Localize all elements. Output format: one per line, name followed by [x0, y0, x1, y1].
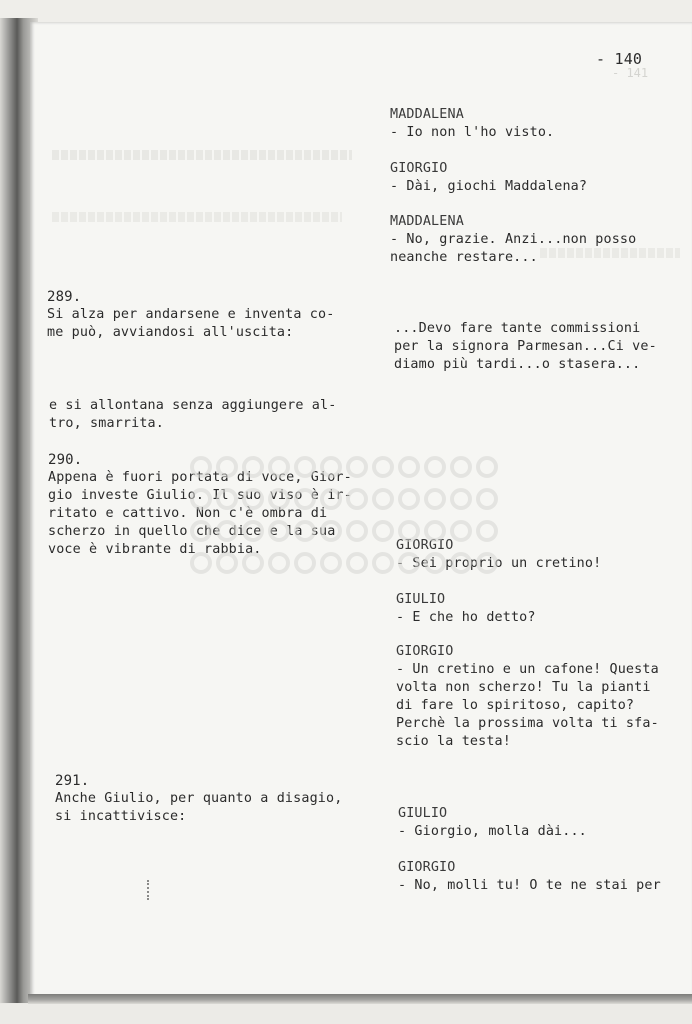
- stage-direction: scherzo in quello che dice e la sua: [48, 524, 336, 539]
- speaker-maddalena: MADDALENA: [390, 214, 464, 229]
- dialogue-line: - No, molli tu! O te ne stai per: [398, 878, 661, 893]
- scan-top-margin: [0, 0, 692, 22]
- speaker-giorgio: GIORGIO: [398, 860, 456, 875]
- scene-number-289: 289.: [47, 289, 82, 305]
- speaker-giulio: GIULIO: [396, 592, 446, 607]
- stage-direction: ritato e cattivo. Non c'è ombra di: [48, 506, 328, 521]
- stage-direction: Anche Giulio, per quanto a disagio,: [55, 791, 343, 806]
- ink-speck: [147, 880, 152, 900]
- dialogue-line: - Io non l'ho visto.: [390, 125, 555, 140]
- dialogue-line: volta non scherzo! Tu la pianti: [396, 680, 651, 695]
- stage-direction: tro, smarrita.: [49, 416, 164, 431]
- stage-direction: Appena è fuori portata di voce, Gior-: [48, 470, 352, 485]
- page-bottom-edge: [28, 994, 692, 1004]
- scan-bottom-margin: [0, 1004, 692, 1024]
- bleed-through-text: [52, 150, 352, 160]
- bleed-through-text: [540, 248, 680, 258]
- scene-number-290: 290.: [48, 452, 83, 468]
- scene-number-291: 291.: [55, 773, 90, 789]
- stage-direction: me può, avviandosi all'uscita:: [47, 325, 294, 340]
- dialogue-line: neanche restare...: [390, 250, 538, 265]
- dialogue-line: Perchè la prossima volta ti sfa-: [396, 716, 659, 731]
- stage-direction: e si allontana senza aggiungere al-: [49, 398, 337, 413]
- dialogue-line: di fare lo spiritoso, capito?: [396, 698, 635, 713]
- dialogue-line: - Sei proprio un cretino!: [396, 556, 602, 571]
- speaker-giulio: GIULIO: [398, 806, 448, 821]
- stage-direction: Si alza per andarsene e inventa co-: [47, 307, 335, 322]
- dialogue-line: - No, grazie. Anzi...non posso: [390, 232, 637, 247]
- dialogue-line: diamo più tardi...o stasera...: [394, 357, 641, 372]
- dialogue-line: - Giorgio, molla dài...: [398, 824, 587, 839]
- watermark-stamp: [176, 452, 526, 580]
- speaker-maddalena: MADDALENA: [390, 107, 464, 122]
- stage-direction: gio investe Giulio. Il suo viso è ir-: [48, 488, 352, 503]
- page-number: - 140: [596, 50, 643, 68]
- stage-direction: si incattivisce:: [55, 809, 187, 824]
- speaker-giorgio: GIORGIO: [390, 161, 448, 176]
- bleed-page-number: - 141: [612, 66, 649, 80]
- dialogue-line: scio la testa!: [396, 734, 511, 749]
- dialogue-line: - Un cretino e un cafone! Questa: [396, 662, 659, 677]
- dialogue-line: - E che ho detto?: [396, 610, 536, 625]
- dialogue-line: ...Devo fare tante commissioni: [394, 321, 641, 336]
- stage-direction: voce è vibrante di rabbia.: [48, 542, 262, 557]
- speaker-giorgio: GIORGIO: [396, 644, 454, 659]
- dialogue-line: per la signora Parmesan...Ci ve-: [394, 339, 657, 354]
- dialogue-line: - Dài, giochi Maddalena?: [390, 179, 588, 194]
- speaker-giorgio: GIORGIO: [396, 538, 454, 553]
- bleed-through-text: [52, 212, 342, 222]
